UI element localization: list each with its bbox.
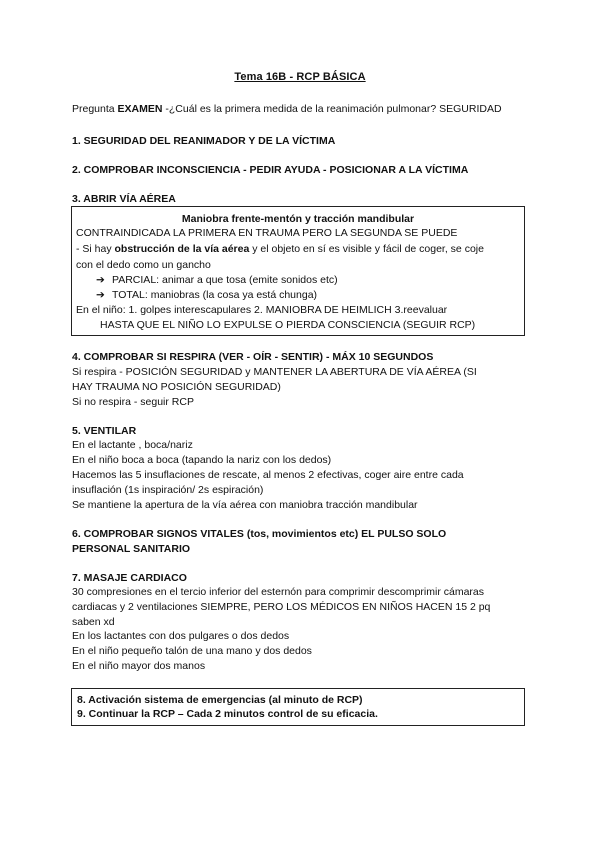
airway-box	[71, 206, 525, 336]
arrow-right-icon: ➔	[96, 289, 105, 301]
step-9: 9. Continuar la RCP – Cada 2 minutos control de su eficacia.	[77, 708, 378, 720]
airway-box-heading: Maniobra frente-mentón y tracción mandibular	[181, 213, 415, 225]
section-5-line: Hacemos las 5 insuflaciones de rescate, al menos 2 efectivas, coger aire entre cada	[72, 469, 464, 481]
section-7-line: En los lactantes con dos pulgares o dos dedos	[72, 630, 290, 642]
section-4-line: Si no respira - seguir RCP	[72, 396, 194, 408]
airway-box-line: - Si hay obstrucción de la vía aérea y el objeto en sí es visible y fácil de coger, se coje	[76, 243, 484, 255]
section-7-line: En el niño mayor dos manos	[72, 660, 206, 672]
section-7-line: 30 compresiones en el tercio inferior del esternón para comprimir descomprimir cámaras	[72, 586, 484, 598]
airway-box-line: HASTA QUE EL NIÑO LO EXPULSE O PIERDA CONSCIENCIA (SEGUIR RCP)	[100, 319, 476, 331]
exam-label: EXAMEN	[117, 103, 163, 115]
section-7-line: saben xd	[72, 616, 115, 628]
section-6-heading: 6. COMPROBAR SIGNOS VITALES (tos, movimientos etc) EL PULSO SOLO	[72, 528, 447, 540]
section-7-line: cardiacas y 2 ventilaciones SIEMPRE, PERO LOS MÉDICOS EN NIÑOS HACEN 15 2 pq	[72, 601, 491, 613]
section-2-heading: 2. COMPROBAR INCONSCIENCIA - PEDIR AYUDA - POSICIONAR A LA VÍCTIMA	[72, 164, 469, 176]
section-3-heading: 3. ABRIR VÍA AÉREA	[72, 193, 176, 205]
airway-box-bullet: ➔ TOTAL: maniobras (la cosa ya está chunga)	[96, 289, 318, 301]
airway-box-line: En el niño: 1. golpes interescapulares 2. MANIOBRA DE HEIMLICH 3.reevaluar	[76, 304, 448, 316]
final-steps-box	[71, 688, 525, 726]
section-1-heading: 1. SEGURIDAD DEL REANIMADOR Y DE LA VÍCTIMA	[72, 135, 336, 147]
section-4-heading: 4. COMPROBAR SI RESPIRA (VER - OÍR - SENTIR) - MÁX 10 SEGUNDOS	[72, 351, 434, 363]
section-7-heading: 7. MASAJE CARDIACO	[72, 572, 187, 584]
section-5-heading: 5. VENTILAR	[72, 425, 137, 437]
section-7-line: En el niño pequeño talón de una mano y dos dedos	[72, 645, 312, 657]
section-5-line: En el lactante , boca/nariz	[72, 439, 193, 451]
airway-box-line: con el dedo como un gancho	[76, 259, 211, 271]
step-8: 8. Activación sistema de emergencias (al minuto de RCP)	[77, 694, 363, 706]
section-6-heading-cont: PERSONAL SANITARIO	[72, 543, 191, 555]
airway-box-line: CONTRAINDICADA LA PRIMERA EN TRAUMA PERO LA SEGUNDA SE PUEDE	[76, 227, 458, 239]
document-title: Tema 16B - RCP BÁSICA	[234, 71, 366, 83]
section-5-line: insuflación (1s inspiración/ 2s espiración)	[72, 484, 264, 496]
section-4-line: HAY TRAUMA NO POSICIÓN SEGURIDAD)	[72, 381, 281, 393]
airway-box-bullet: ➔ PARCIAL: animar a que tosa (emite sonidos etc)	[96, 274, 338, 286]
section-4-line: Si respira - POSICIÓN SEGURIDAD y MANTENER LA ABERTURA DE VÍA AÉREA (SI	[72, 366, 477, 378]
section-5-line: En el niño boca a boca (tapando la nariz con los dedos)	[72, 454, 332, 466]
arrow-right-icon: ➔	[96, 274, 105, 286]
exam-question: Pregunta EXAMEN -¿Cuál es la primera medida de la reanimación pulmonar? SEGURIDAD	[72, 103, 502, 115]
section-5-line: Se mantiene la apertura de la vía aérea con maniobra tracción mandibular	[72, 499, 418, 511]
